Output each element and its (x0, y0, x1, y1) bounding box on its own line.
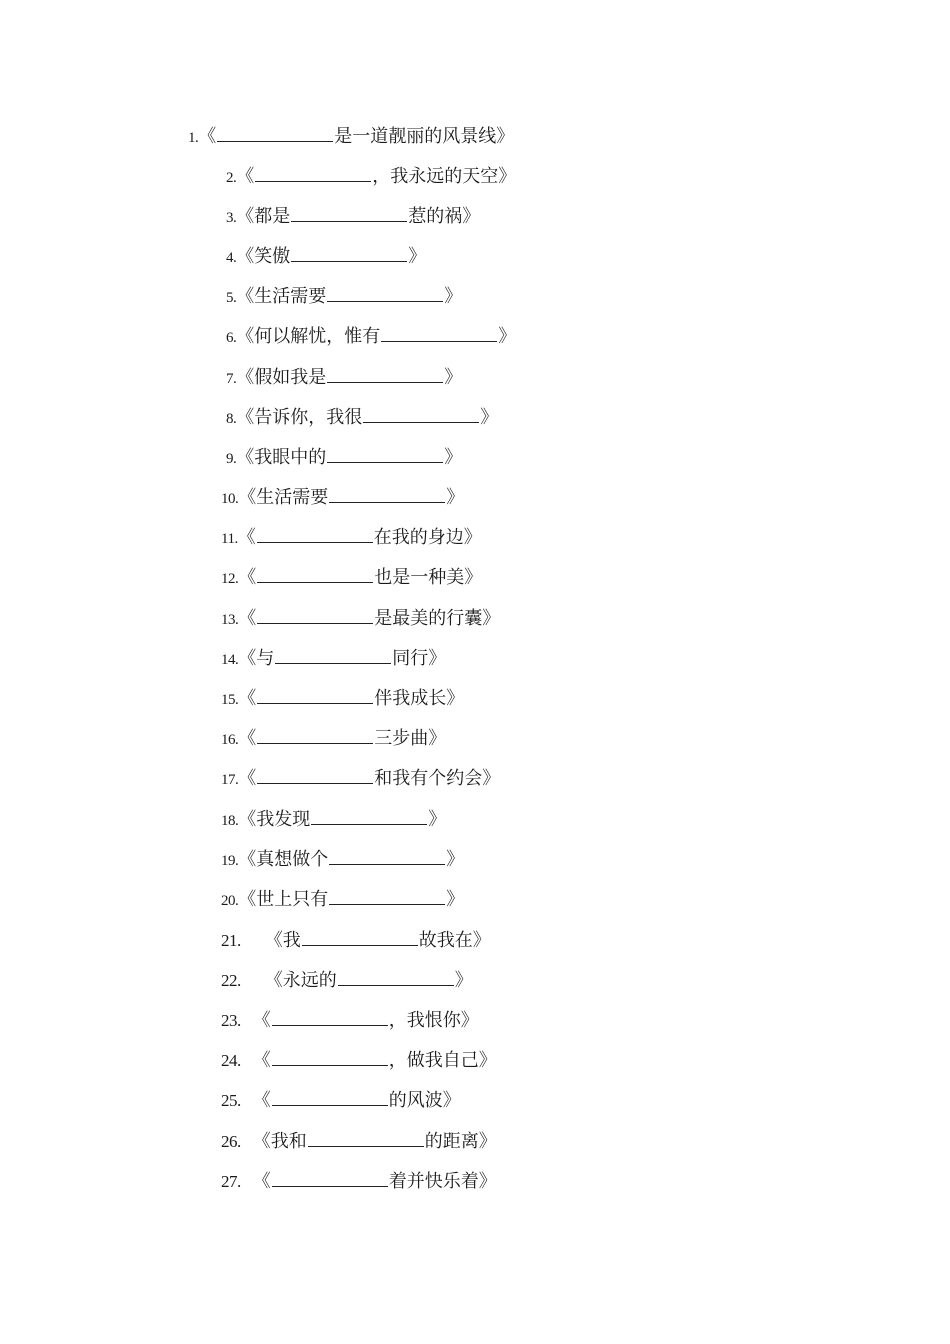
item-number: 13. (221, 612, 239, 628)
list-item (226, 162, 516, 192)
fill-blank[interactable] (257, 523, 373, 543)
item-number: 10. (221, 491, 239, 507)
fill-blank[interactable] (272, 1086, 388, 1106)
list-item (221, 1046, 497, 1076)
item-number: 8. (226, 411, 237, 427)
item-text-before: 《与 (238, 648, 275, 669)
item-text-after: 也是一种美》 (374, 567, 483, 588)
item-number: 5. (226, 290, 237, 306)
item-text-after: 是一道靓丽的风景线》 (334, 126, 515, 147)
item-text-before: 《 (238, 608, 257, 629)
item-text-after: 故我在》 (418, 930, 491, 951)
item-text-before: 《 (238, 688, 257, 709)
fill-blank[interactable] (311, 805, 427, 825)
item-number: 11. (221, 531, 238, 547)
fill-blank[interactable] (272, 1167, 388, 1187)
list-item (221, 1127, 497, 1157)
item-text-before: 《永远的 (264, 970, 337, 991)
item-text-after: 》 (454, 970, 473, 991)
fill-blank[interactable] (275, 644, 391, 664)
fill-blank[interactable] (381, 322, 497, 342)
fill-blank[interactable] (308, 1127, 424, 1147)
fill-blank[interactable] (257, 764, 373, 784)
list-item (226, 363, 462, 393)
item-number: 16. (221, 732, 239, 748)
item-text-before: 《生活需要 (238, 487, 329, 508)
list-item (221, 845, 464, 875)
list-item (221, 1006, 479, 1036)
fill-blank[interactable] (257, 563, 373, 583)
item-text-before: 《 (252, 1010, 271, 1031)
list-item (221, 644, 446, 674)
item-text-before: 《 (252, 1090, 271, 1111)
item-number: 3. (226, 210, 237, 226)
fill-blank[interactable] (255, 162, 371, 182)
fill-blank[interactable] (327, 443, 443, 463)
item-text-before: 《真想做个 (238, 849, 329, 870)
item-number: 7. (226, 371, 237, 387)
item-text-before: 《假如我是 (236, 367, 327, 388)
list-item (221, 966, 473, 996)
list-item (226, 242, 426, 272)
fill-blank[interactable] (327, 282, 443, 302)
item-number: 6. (226, 330, 237, 346)
fill-blank[interactable] (329, 845, 445, 865)
list-item (221, 523, 482, 553)
item-text-after: 在我的身边》 (373, 527, 482, 548)
item-text-before: 《 (236, 166, 255, 187)
item-text-before: 《我发现 (238, 809, 311, 830)
item-text-before: 《世上只有 (238, 889, 329, 910)
item-text-before: 《 (238, 567, 257, 588)
item-text-after: 着并快乐着》 (388, 1171, 497, 1192)
item-number: 9. (226, 451, 237, 467)
item-number: 22. (221, 971, 241, 990)
list-item (221, 724, 446, 754)
item-text-after: 》 (480, 407, 499, 428)
fill-blank[interactable] (291, 202, 407, 222)
list-item (221, 764, 500, 794)
item-text-after: 》 (408, 246, 427, 267)
fill-blank[interactable] (338, 966, 454, 986)
fill-blank[interactable] (257, 604, 373, 624)
item-text-before: 《我 (264, 930, 301, 951)
item-number: 15. (221, 692, 239, 708)
list-item (226, 322, 516, 352)
list-item (221, 1167, 497, 1197)
item-text-after: 的距离》 (424, 1131, 497, 1152)
fill-blank[interactable] (327, 363, 443, 383)
item-text-after: 三步曲》 (374, 728, 447, 749)
item-text-after: ，我恨你》 (388, 1010, 479, 1031)
list-item (188, 122, 514, 152)
item-text-after: 伴我成长》 (374, 688, 465, 709)
list-item (226, 202, 480, 232)
item-number: 27. (221, 1172, 241, 1191)
item-text-after: ，做我自己》 (388, 1050, 497, 1071)
fill-blank[interactable] (291, 242, 407, 262)
item-text-after: 》 (428, 809, 447, 830)
item-text-after: 》 (446, 889, 465, 910)
item-text-before: 《我眼中的 (236, 447, 327, 468)
fill-blank[interactable] (272, 1046, 388, 1066)
item-text-after: 》 (446, 849, 465, 870)
list-item (221, 684, 464, 714)
item-text-after: 惹的祸》 (408, 206, 481, 227)
list-item (221, 805, 446, 835)
item-text-before: 《 (238, 728, 257, 749)
fill-blank[interactable] (257, 684, 373, 704)
fill-blank[interactable] (302, 926, 418, 946)
item-text-before: 《 (252, 1171, 271, 1192)
item-text-before: 《 (238, 768, 257, 789)
item-text-before: 《 (198, 126, 217, 147)
fill-blank[interactable] (272, 1006, 388, 1026)
item-number: 21. (221, 931, 241, 950)
item-text-before: 《 (252, 1050, 271, 1071)
list-item (221, 885, 464, 915)
item-text-before: 《何以解忧，惟有 (236, 326, 381, 347)
list-item (221, 483, 464, 513)
fill-blank[interactable] (257, 724, 373, 744)
item-text-after: 》 (498, 326, 517, 347)
list-item (226, 403, 498, 433)
item-text-after: 同行》 (392, 648, 447, 669)
item-text-after: 》 (444, 447, 463, 468)
item-text-before: 《 (237, 527, 256, 548)
list-item (221, 1086, 461, 1116)
item-number: 19. (221, 853, 239, 869)
item-number: 24. (221, 1051, 241, 1070)
fill-blank[interactable] (363, 403, 479, 423)
item-number: 14. (221, 652, 239, 668)
list-item (221, 926, 491, 956)
list-item (221, 563, 482, 593)
item-text-before: 《告诉你，我很 (236, 407, 363, 428)
item-number: 26. (221, 1132, 241, 1151)
item-number: 17. (221, 772, 239, 788)
item-text-after: 的风波》 (388, 1090, 461, 1111)
item-text-before: 《生活需要 (236, 286, 327, 307)
item-number: 20. (221, 893, 239, 909)
item-number: 23. (221, 1011, 241, 1030)
item-number: 12. (221, 571, 239, 587)
item-text-after: 是最美的行囊》 (374, 608, 501, 629)
item-text-before: 《笑傲 (236, 246, 291, 267)
item-text-before: 《都是 (236, 206, 291, 227)
list-item (226, 443, 462, 473)
item-number: 18. (221, 813, 239, 829)
item-number: 2. (226, 170, 237, 186)
fill-blank[interactable] (329, 885, 445, 905)
item-number: 25. (221, 1091, 241, 1110)
fill-blank[interactable] (217, 122, 333, 142)
item-text-after: 》 (446, 487, 465, 508)
list-item (226, 282, 462, 312)
list-item (221, 604, 500, 634)
item-text-after: 》 (444, 286, 463, 307)
item-number: 1. (188, 130, 199, 146)
item-text-before: 《我和 (252, 1131, 307, 1152)
item-text-after: 》 (444, 367, 463, 388)
item-text-after: ，我永远的天空》 (372, 166, 517, 187)
item-number: 4. (226, 250, 237, 266)
fill-blank[interactable] (329, 483, 445, 503)
item-text-after: 和我有个约会》 (374, 768, 501, 789)
